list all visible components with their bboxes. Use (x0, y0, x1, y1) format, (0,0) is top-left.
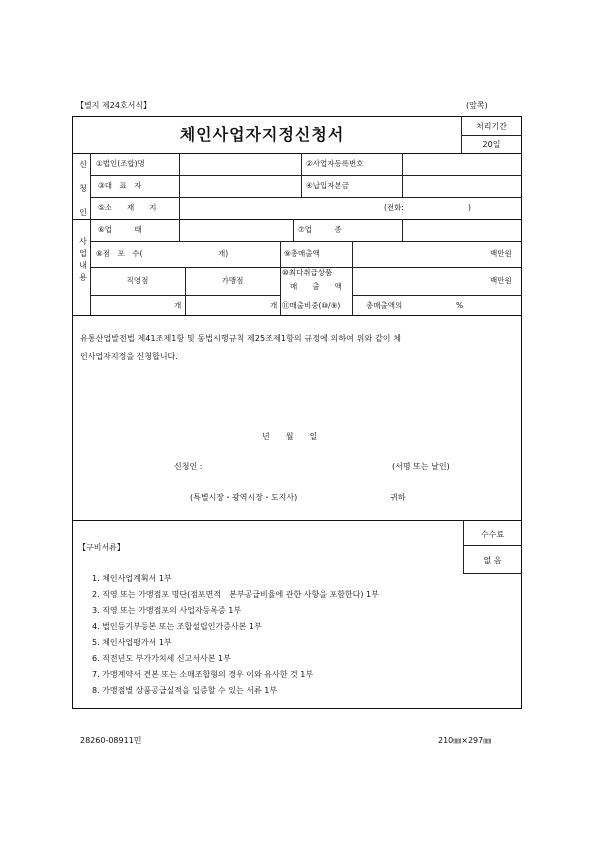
fee-bottom (463, 573, 522, 574)
business-type-label: ⑥업 태 (98, 225, 142, 234)
title-bottom-line (72, 153, 522, 154)
business-sector-label: ⑦업 종 (298, 225, 342, 234)
row-line-2 (90, 197, 522, 198)
col-a (179, 153, 180, 197)
row-line-1 (90, 175, 522, 176)
direct-count-unit: 개 (174, 301, 182, 310)
honorific-label: 귀하 (390, 493, 406, 502)
total-sales-label: ⑨총매출액 (284, 249, 320, 258)
applicant-section-label: 신 청 인 (79, 160, 87, 217)
representative-label: ③대 표 자 (98, 181, 142, 190)
sales-ratio-label: ⑪매출비중(⑩/⑨) (282, 301, 341, 310)
fee-split (463, 545, 522, 546)
section-column-divider (90, 153, 91, 315)
fee-label: 수수료 (480, 530, 505, 539)
documents-top-line (72, 520, 522, 521)
biz-reg-no-label: ②사업자등록번호 (306, 159, 364, 168)
document-item-5: 5. 체인사업평가서 1부 (92, 638, 172, 647)
applicant-sign-label: 신청인 : (174, 462, 203, 471)
document-item-4: 4. 법인등기부등본 또는 조합설립인가증사본 1부 (92, 622, 262, 631)
capital-label: ④납입자본금 (306, 181, 349, 190)
business-bottom-line (72, 315, 522, 316)
stores-unit: 개) (218, 249, 229, 258)
document-item-8: 8. 가맹점별 상품공급실적을 입증할 수 있는 서류 1부 (92, 686, 278, 695)
phone-label: (전화: (384, 203, 404, 212)
col-a2 (179, 197, 180, 219)
processing-split (461, 135, 522, 136)
total-sales-unit: 백만원 (490, 249, 512, 258)
biz-col-f (352, 241, 353, 315)
recipient-label: (특별시장・광역시장・도지사) (190, 493, 298, 502)
documents-heading: 【구비서류】 (78, 543, 125, 552)
franchise-store-label: 가맹점 (221, 276, 244, 285)
sales-ratio-unit: % (456, 301, 464, 310)
statement-line-2: 인사업자지정을 신청합니다. (80, 352, 178, 361)
corp-name-label: ①법인(조합)명 (96, 159, 145, 168)
fee-value: 없 음 (483, 556, 502, 565)
statement-line-1: 유통산업발전법 제41조제1항 및 동법시행규칙 제25조제1항의 규정에 의하여 위와 같이 체 (80, 334, 402, 343)
sales-ratio-text: 총매출액의 (366, 301, 403, 310)
direct-store-label: 직영점 (126, 276, 149, 285)
col-c (402, 153, 403, 197)
processing-value: 20일 (482, 140, 501, 149)
processing-label: 처리기간 (476, 122, 507, 131)
document-item-2: 2. 직영 또는 가맹점포 명단(점포면적 본부공급비율에 관한 사항을 포함한다) 1부 (92, 590, 379, 599)
max-item-label: ⑩최다취급상품 (282, 268, 333, 277)
phone-close: ) (468, 203, 471, 212)
biz-line-1 (90, 241, 522, 242)
max-item-sales-label: 매 출 액 (290, 282, 342, 291)
col-b (301, 153, 302, 197)
page-side-label: (앞쪽) (466, 101, 488, 110)
paper-size: 210㎜×297㎜ (438, 736, 492, 745)
form-title: 체인사업자지정신청서 (179, 125, 345, 144)
franchise-count-unit: 개 (270, 301, 278, 310)
biz-col-d (185, 267, 186, 315)
document-item-3: 3. 직영 또는 가맹점포의 사업자등록증 1부 (92, 606, 242, 615)
sign-or-seal-label: (서명 또는 날인) (392, 462, 450, 471)
biz-col-c (402, 219, 403, 241)
date-line: 년 월 일 (262, 432, 318, 441)
address-label: ⑤소 재 지 (98, 203, 157, 212)
max-item-unit: 백만원 (490, 276, 512, 285)
biz-col-a (179, 219, 180, 241)
form-number: 【별지 제24호서식】 (76, 101, 152, 110)
biz-col-b (293, 219, 294, 241)
applicant-bottom-line (72, 219, 522, 220)
form-code: 28260-08911민 (80, 736, 142, 745)
biz-line-3b (352, 295, 522, 296)
business-section-label: 사 업 내 용 (79, 237, 87, 282)
document-item-6: 6. 직전년도 부가가치세 신고서사본 1부 (92, 654, 231, 663)
document-item-7: 7. 가맹계약서 견본 또는 소매조합형의 경우 이와 유사한 것 1부 (92, 670, 314, 679)
stores-label: ⑧점 포 수( (96, 249, 143, 258)
document-item-1: 1. 체인사업계획서 1부 (92, 574, 172, 583)
biz-col-e (280, 241, 281, 315)
